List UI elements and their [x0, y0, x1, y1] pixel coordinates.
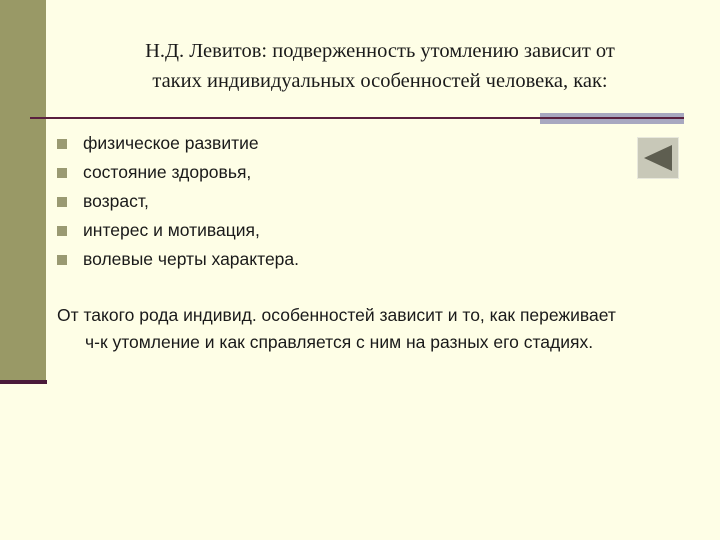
- triangle-left-icon: [638, 138, 678, 178]
- paragraph-line-1: От такого рода индивид. особенностей зависит и то, как переживает: [57, 305, 616, 325]
- title-line-2: таких индивидуальных особенностей человека, как:: [152, 70, 608, 92]
- list-item: [57, 216, 299, 245]
- square-bullet-icon: [57, 226, 67, 236]
- bullet-text: физическое развитие: [83, 133, 259, 153]
- title-line-1: Н.Д. Левитов: подверженность утомлению зависит от: [145, 40, 615, 62]
- bullet-text: возраст,: [83, 191, 149, 211]
- bullet-text: интерес и мотивация,: [83, 220, 260, 240]
- slide-title: [70, 36, 690, 96]
- bullet-text: состояние здоровья,: [83, 162, 252, 182]
- title-divider: [30, 117, 540, 119]
- bullet-list: [57, 129, 299, 274]
- divider-accent-line: [540, 117, 684, 119]
- list-item: [57, 187, 299, 216]
- square-bullet-icon: [57, 139, 67, 149]
- back-button[interactable]: [637, 137, 679, 179]
- bullet-text: волевые черты характера.: [83, 249, 299, 269]
- list-item: [57, 245, 299, 274]
- square-bullet-icon: [57, 255, 67, 265]
- square-bullet-icon: [57, 197, 67, 207]
- left-bar-edge: [0, 380, 47, 384]
- paragraph-line-2: ч-к утомление и как справляется с ним на разных его стадиях.: [85, 332, 594, 352]
- list-item: [57, 129, 299, 158]
- square-bullet-icon: [57, 168, 67, 178]
- left-decorative-bar: [0, 0, 46, 383]
- summary-paragraph: [57, 302, 707, 356]
- list-item: [57, 158, 299, 187]
